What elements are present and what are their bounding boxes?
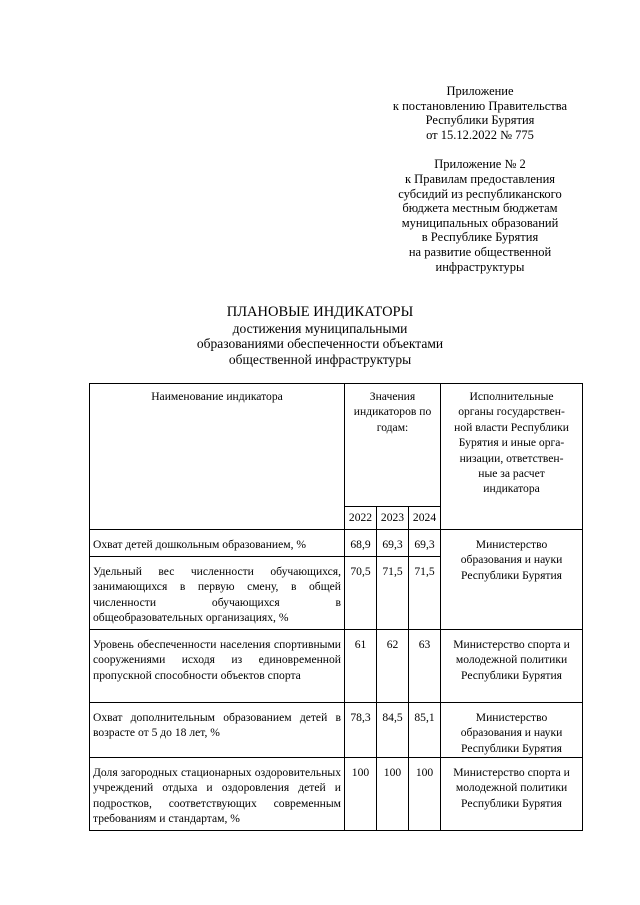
year-cell: 2022 [345, 507, 377, 530]
executor-cell: Министерство спорта и молодежной политики Республики Бурятия [441, 630, 583, 703]
appendix-line: к постановлению Правительства [392, 98, 568, 113]
table-row [90, 630, 583, 703]
appendix-line: в Республике Бурятия [421, 230, 539, 245]
header-executor: Исполнительные органы государствен- ной власти Республики Бурятия и иные орга- низации, ответствен- ные за расчет индикатора [441, 384, 583, 530]
header-indicator-name: Наименование индикатора [90, 384, 345, 530]
appendix-line: инфраструктуры [435, 259, 525, 274]
value-cell: 78,3 [345, 703, 377, 758]
executor-cell: Министерство образования и науки Республики Бурятия [441, 703, 583, 758]
indicator-name: Уровень обеспеченности населения спортивными сооружениями исходя из единовременной пропускной способности объектов спорта [90, 630, 345, 703]
title-sub-line: образованиями обеспеченности объектами [196, 336, 444, 352]
appendix-header [360, 84, 600, 274]
indicator-name: Охват детей дошкольным образованием, % [90, 530, 345, 557]
value-cell: 100 [345, 758, 377, 831]
value-cell: 85,1 [409, 703, 441, 758]
indicators-table [89, 383, 583, 831]
value-cell: 84,5 [377, 703, 409, 758]
header-values: Значения индикаторов по годам: [345, 384, 441, 507]
table-row [90, 530, 583, 557]
value-cell: 100 [377, 758, 409, 831]
value-cell: 69,3 [409, 530, 441, 557]
indicator-name: Охват дополнительным образованием детей в возрасте от 5 до 18 лет, % [90, 703, 345, 758]
appendix-line: от 15.12.2022 № 775 [426, 127, 534, 142]
appendix-line: Приложение № 2 [434, 157, 526, 172]
title-sub-line: общественной инфраструктуры [228, 351, 412, 367]
value-cell: 69,3 [377, 530, 409, 557]
table-row [90, 758, 583, 831]
value-cell: 70,5 [345, 557, 377, 630]
value-cell: 61 [345, 630, 377, 703]
title-main: ПЛАНОВЫЕ ИНДИКАТОРЫ [226, 304, 414, 320]
indicator-name: Доля загородных стационарных оздоровительных учреждений отдыха и оздоровления детей и подростков, соответствующих современным требованиям и стандартам, % [90, 758, 345, 831]
appendix-line: на развитие общественной [408, 244, 552, 259]
value-cell: 71,5 [409, 557, 441, 630]
year-cell: 2024 [409, 507, 441, 530]
value-cell: 63 [409, 630, 441, 703]
appendix-line: к Правилам предоставления [404, 171, 556, 186]
value-cell: 68,9 [345, 530, 377, 557]
value-cell: 71,5 [377, 557, 409, 630]
appendix-line: Приложение [446, 84, 514, 98]
appendix-line: субсидий из республиканского [398, 186, 562, 201]
appendix-line: бюджета местным бюджетам [402, 201, 558, 216]
value-cell: 100 [409, 758, 441, 831]
year-cell: 2023 [377, 507, 409, 530]
appendix-line: муниципальных образований [401, 215, 559, 230]
value-cell: 62 [377, 630, 409, 703]
title-sub-line: достижения муниципальными [232, 320, 408, 336]
table-row [90, 703, 583, 758]
executor-cell: Министерство спорта и молодежной политики Республики Бурятия [441, 758, 583, 831]
executor-cell: Министерство образования и науки Республики Бурятия [441, 530, 583, 630]
appendix-line: Республики Бурятия [425, 113, 535, 128]
table-header-row [90, 384, 583, 507]
document-title [0, 304, 640, 367]
indicator-name: Удельный вес численности обучающихся, занимающихся в первую смену, в общей численности обучающихся в общеобразовательных организациях, % [90, 557, 345, 630]
